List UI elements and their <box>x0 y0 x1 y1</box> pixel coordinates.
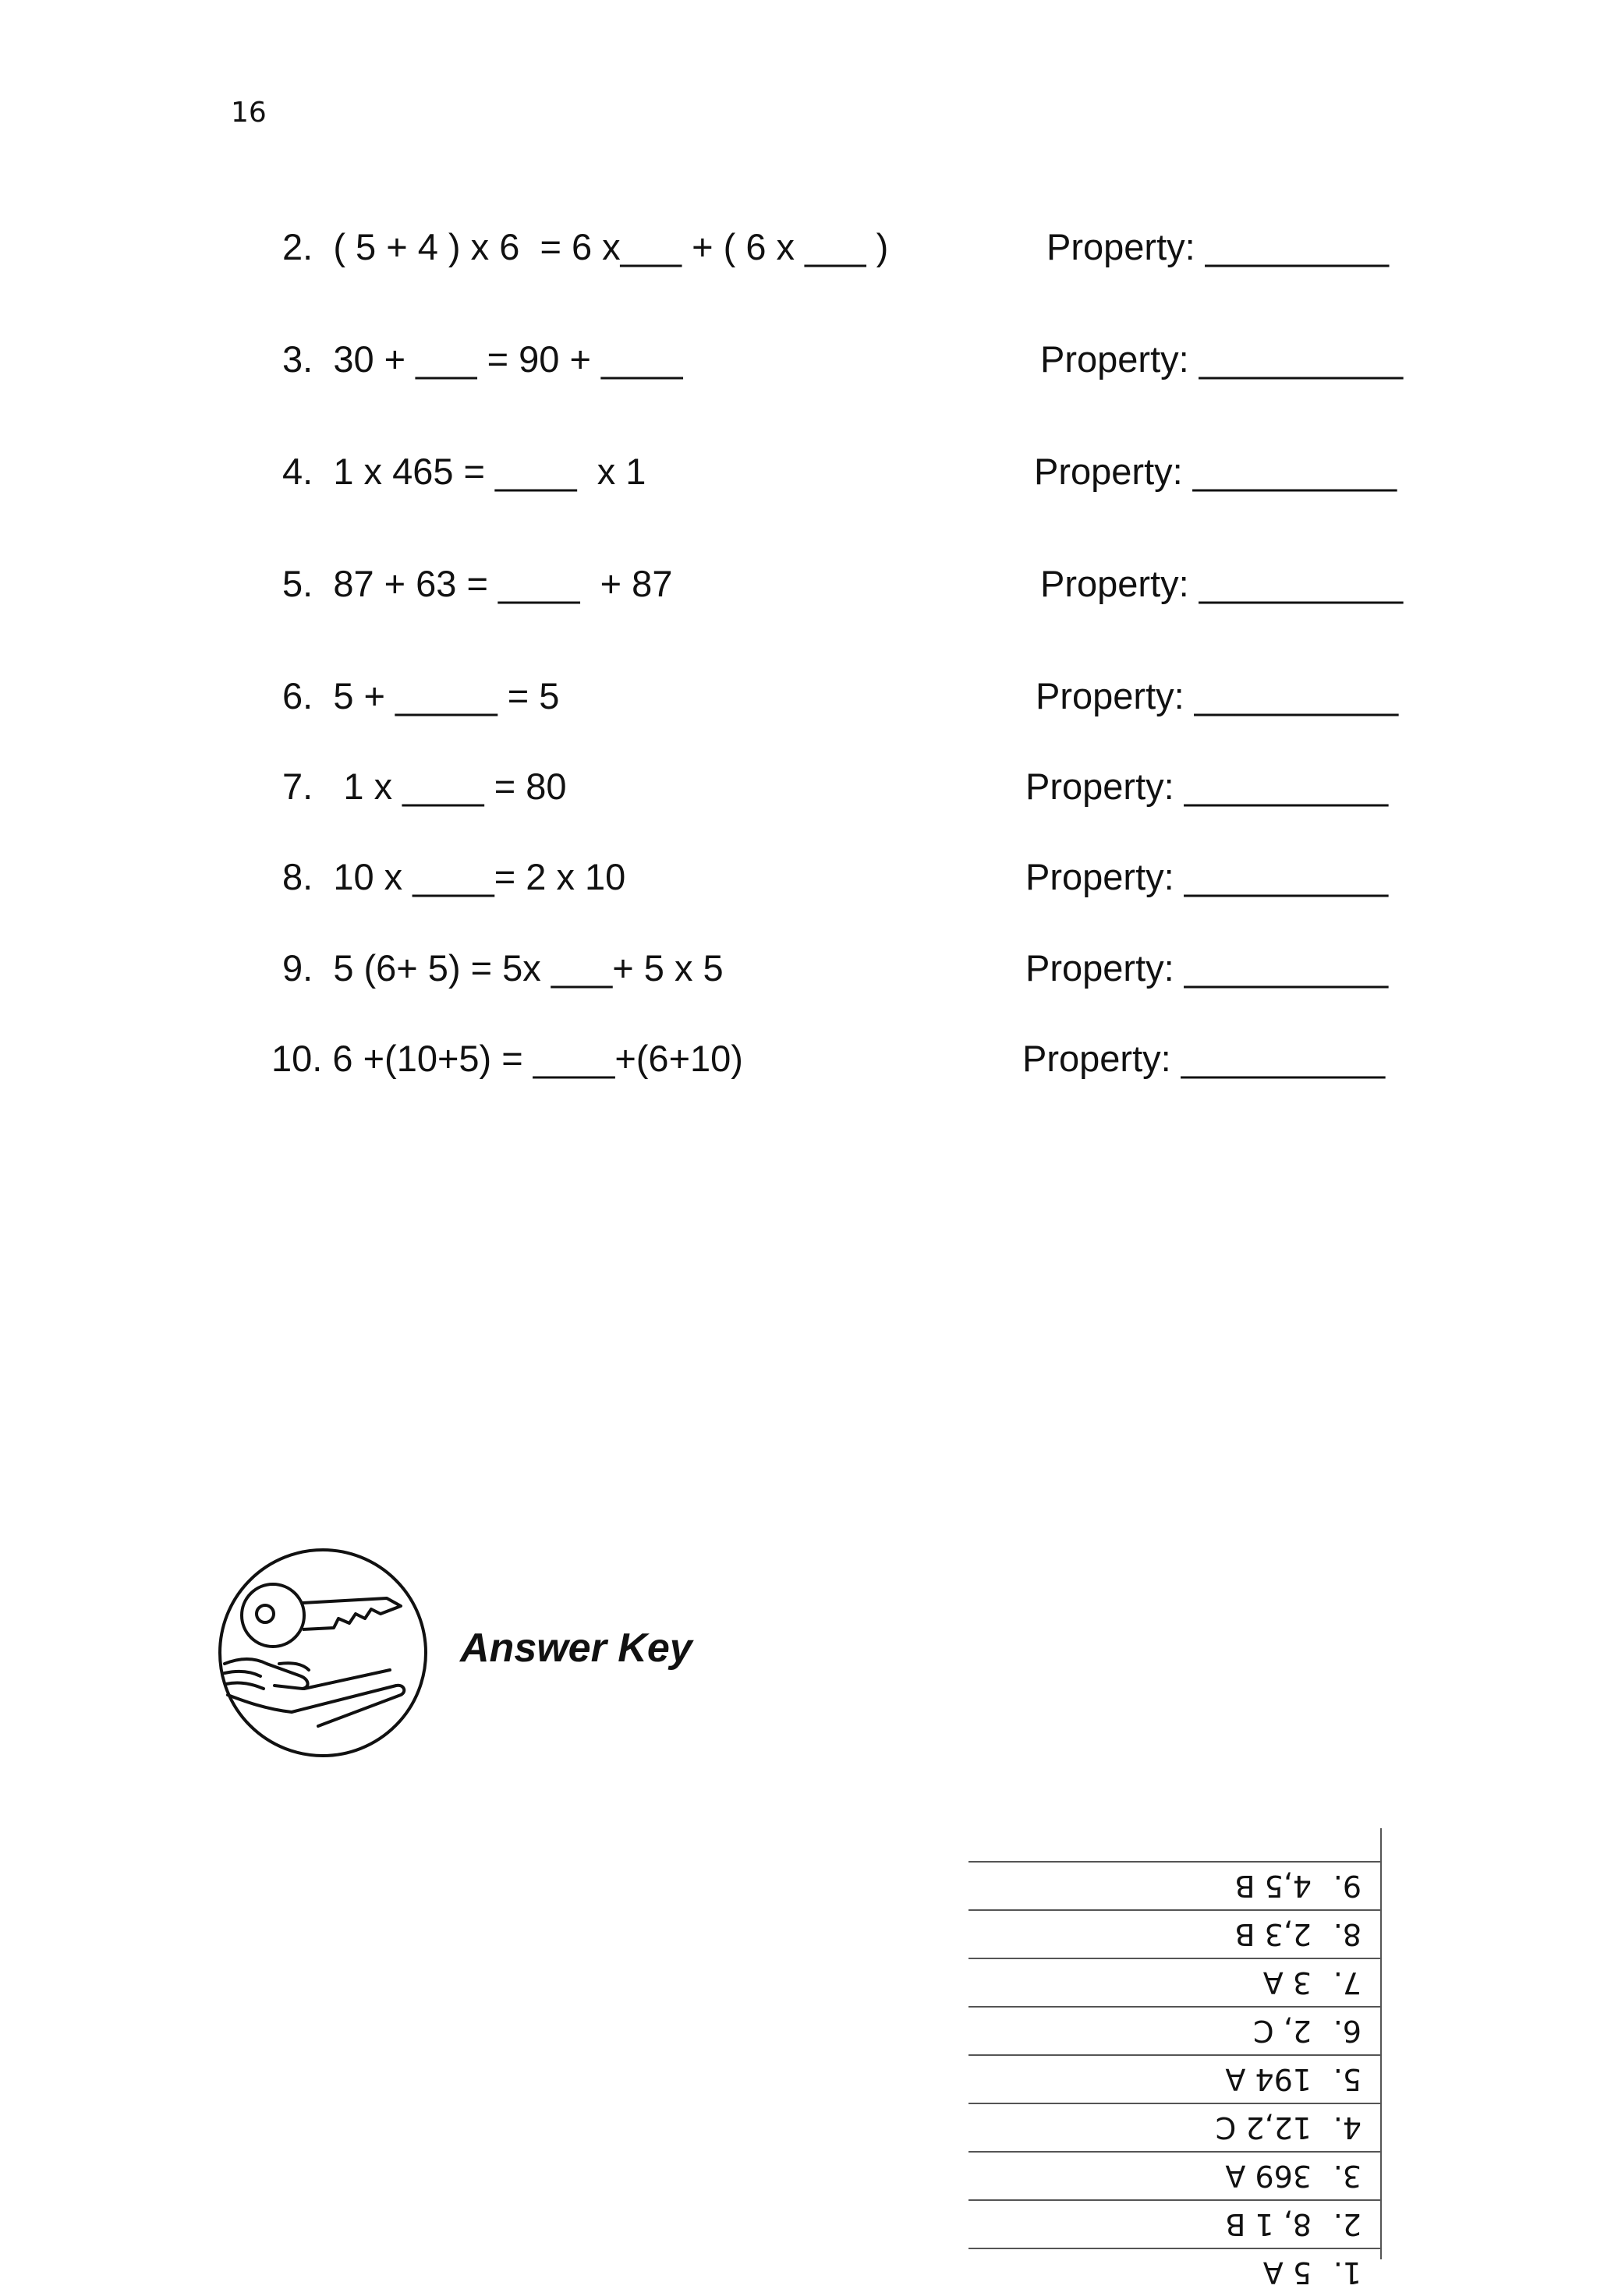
problem-10: 10. 6 +(10+5) = ____+(6+10) <box>271 1038 743 1079</box>
problem-2: 2. ( 5 + 4 ) x 6 = 6 x___ + ( 6 x ___ ) <box>282 226 889 267</box>
answer-number: 6. <box>1333 2014 1362 2048</box>
answer-row <box>968 2199 1382 2248</box>
problem-6: 6. 5 + _____ = 5 <box>282 675 560 716</box>
answer-table <box>968 1828 1382 2290</box>
problem-7: 7. 1 x ____ = 80 <box>282 766 567 807</box>
problem-3: 3. 30 + ___ = 90 + ____ <box>282 338 683 380</box>
answer-row <box>968 1861 1382 1909</box>
problem-9: 9. 5 (6+ 5) = 5x ___+ 5 x 5 <box>282 947 724 989</box>
answer-value: 194 A <box>1225 2062 1312 2096</box>
problem-5: 5. 87 + 63 = ____ + 87 <box>282 563 673 604</box>
answer-value: 3 A <box>1262 1965 1312 2000</box>
answer-number: 4. <box>1333 2110 1362 2145</box>
property-blank-4: Property: __________ <box>1034 451 1397 492</box>
answer-number: 7. <box>1333 1965 1362 2000</box>
answer-row <box>968 2054 1382 2103</box>
answer-row <box>968 1909 1382 1958</box>
hand-holding-key-icon <box>217 1547 429 1759</box>
answer-value: 2, C <box>1253 2014 1312 2048</box>
answer-value: 12,2 C <box>1215 2110 1312 2145</box>
answer-number: 5. <box>1333 2062 1362 2096</box>
answer-key-title: Answer Key <box>460 1626 692 1671</box>
answer-value: 2,3 B <box>1234 1917 1312 1951</box>
property-blank-3: Property: __________ <box>1040 338 1404 380</box>
property-blank-2: Property: _________ <box>1046 226 1389 267</box>
answer-value: 8, 1 B <box>1225 2207 1312 2241</box>
answer-row <box>968 2006 1382 2054</box>
property-blank-7: Property: __________ <box>1025 766 1389 807</box>
answer-number: 8. <box>1333 1917 1362 1951</box>
answer-row <box>968 2248 1382 2296</box>
problem-4: 4. 1 x 465 = ____ x 1 <box>282 451 646 492</box>
property-blank-5: Property: __________ <box>1040 563 1404 604</box>
page-number: 16 <box>231 97 267 129</box>
answer-row <box>968 1958 1382 2006</box>
property-blank-9: Property: __________ <box>1025 947 1389 989</box>
property-blank-6: Property: __________ <box>1036 675 1399 716</box>
property-blank-8: Property: __________ <box>1025 856 1389 897</box>
answer-number: 2. <box>1333 2207 1362 2241</box>
answer-value: 4,5 B <box>1234 1869 1312 1903</box>
answer-number: 9. <box>1333 1869 1362 1903</box>
answer-value: 369 A <box>1225 2159 1312 2193</box>
answer-row <box>968 2151 1382 2199</box>
property-blank-10: Property: __________ <box>1022 1038 1386 1079</box>
answer-value: 5 A <box>1262 2255 1312 2290</box>
answer-number: 3. <box>1333 2159 1362 2193</box>
answer-row <box>968 2103 1382 2151</box>
answer-number: 1. <box>1333 2255 1362 2290</box>
problem-8: 8. 10 x ____= 2 x 10 <box>282 856 626 897</box>
